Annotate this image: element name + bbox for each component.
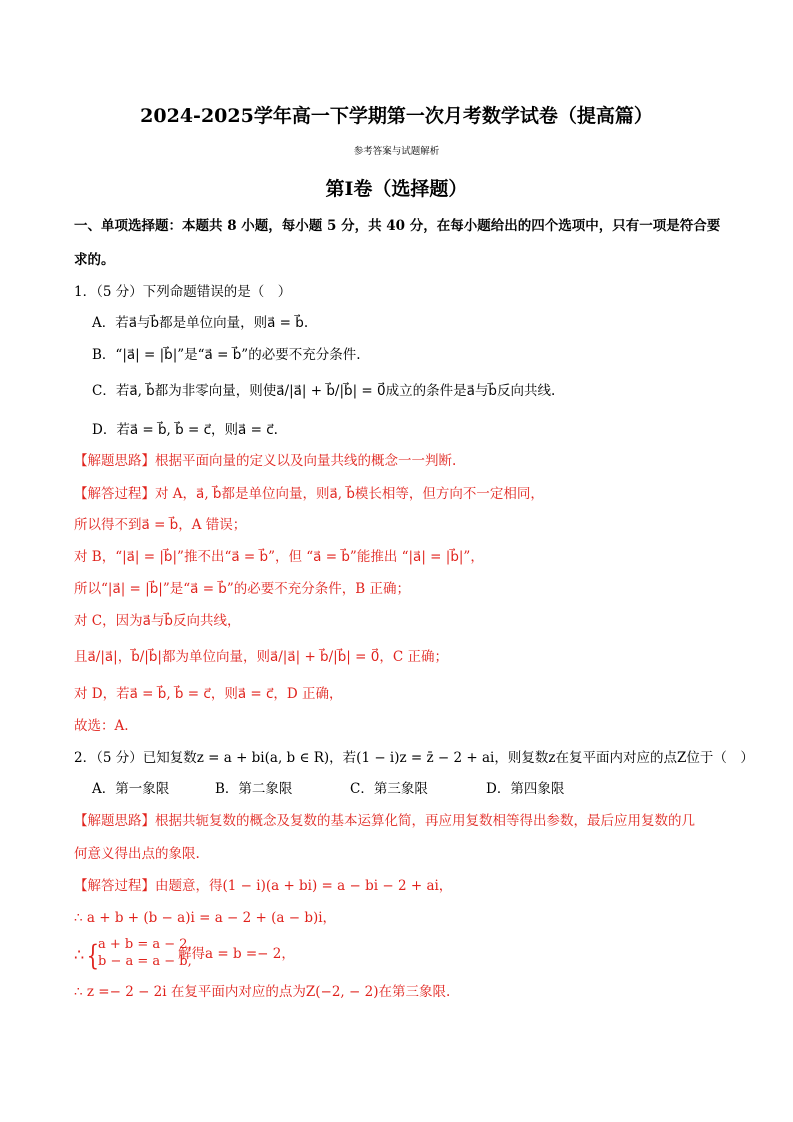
system-brace: { [86, 939, 100, 972]
q1-option-d: D．若a⃗ = b⃗, b⃗ = c⃗，则a⃗ = c⃗. [92, 422, 278, 438]
q1-stem: 1．（5 分）下列命题错误的是（ ） [74, 284, 292, 300]
q2-system-result: 解得a = b =− 2， [178, 946, 295, 962]
q2-option-a: A．第一象限 [92, 781, 170, 797]
q1-solution-step-1: 【解答过程】对 A，a⃗, b⃗都是单位向量，则a⃗, b⃗模长相等，但方向不一定相同， [74, 486, 544, 502]
page-subtitle: 参考答案与试题解析 [353, 146, 440, 157]
therefore-symbol: ∴ [74, 945, 85, 964]
q2-solution-step-2: ∴ a + b + (b − a)i = a − 2 + (a − b)i， [74, 910, 337, 926]
q2-option-b: B．第二象限 [215, 781, 293, 797]
q1-solution-idea: 【解题思路】根据平面向量的定义以及向量共线的概念一一判断. [74, 453, 457, 469]
q2-solution-idea-1: 【解题思路】根据共轭复数的概念及复数的基本运算化简，再应用复数相等得出参数，最后应用复数的几 [74, 813, 695, 829]
q2-solution-step-1: 【解答过程】由题意，得(1 − i)(a + bi) = a − bi − 2 + ai， [74, 878, 453, 894]
q1-solution-step-4: 所以“|a⃗| = |b⃗|”是“a⃗ = b⃗”的必要不充分条件，B 正确； [74, 581, 410, 597]
q1-option-b: B．“|a⃗| = |b⃗|”是“a⃗ = b⃗”的必要不充分条件. [92, 347, 361, 363]
q1-solution-step-6: 且a⃗/|a⃗|，b⃗/|b⃗|都为单位向量，则a⃗/|a⃗| + b⃗/|b⃗| = 0⃗，C 正确； [74, 649, 448, 665]
instructions-line-1: 一、单项选择题：本题共 8 小题，每小题 5 分，共 40 分，在每小题给出的四个选项中，只有一项是符合要 [74, 218, 721, 234]
q1-option-a: A．若a⃗与b⃗都是单位向量，则a⃗ = b⃗. [92, 315, 309, 331]
q2-stem: 2．（5 分）已知复数z = a + bi(a, b ∈ R)，若(1 − i)z = z̄ − 2 + ai，则复数z在复平面内对应的点Z位于（ ） [74, 750, 754, 766]
q2-system-eq-2: b − a = a − b, [98, 954, 192, 969]
q1-solution-step-5: 对 C，因为a⃗与b⃗反向共线， [74, 613, 241, 629]
q2-option-c: C．第三象限 [350, 781, 428, 797]
q2-solution-idea-2: 何意义得出点的象限. [74, 846, 200, 862]
page-title: 2024-2025学年高一下学期第一次月考数学试卷（提高篇） [140, 105, 653, 127]
q1-option-c: C．若a⃗, b⃗都为非零向量，则使a⃗/|a⃗| + b⃗/|b⃗| = 0⃗成立的条件是a⃗与b⃗反向共线. [92, 383, 556, 399]
q1-solution-step-7: 对 D，若a⃗ = b⃗, b⃗ = c⃗，则a⃗ = c⃗，D 正确， [74, 686, 343, 702]
q1-solution-step-2: 所以得不到a⃗ = b⃗，A 错误； [74, 517, 247, 533]
q1-solution-step-3: 对 B，“|a⃗| = |b⃗|”推不出“a⃗ = b⃗”，但 “a⃗ = b⃗”能推出 “|a⃗| = |b⃗|”， [74, 549, 484, 565]
q2-solution-conclusion: ∴ z =− 2 − 2i 在复平面内对应的点为Z(−2, − 2)在第三象限. [74, 984, 451, 1000]
section-title: 第I卷（选择题） [325, 178, 468, 200]
q2-system-eq-1: a + b = a − 2, [98, 937, 192, 952]
q2-option-d: D．第四象限 [486, 781, 565, 797]
q2-options [92, 780, 712, 798]
q1-answer: 故选：A. [74, 718, 129, 734]
instructions-line-2: 求的。 [74, 252, 115, 268]
